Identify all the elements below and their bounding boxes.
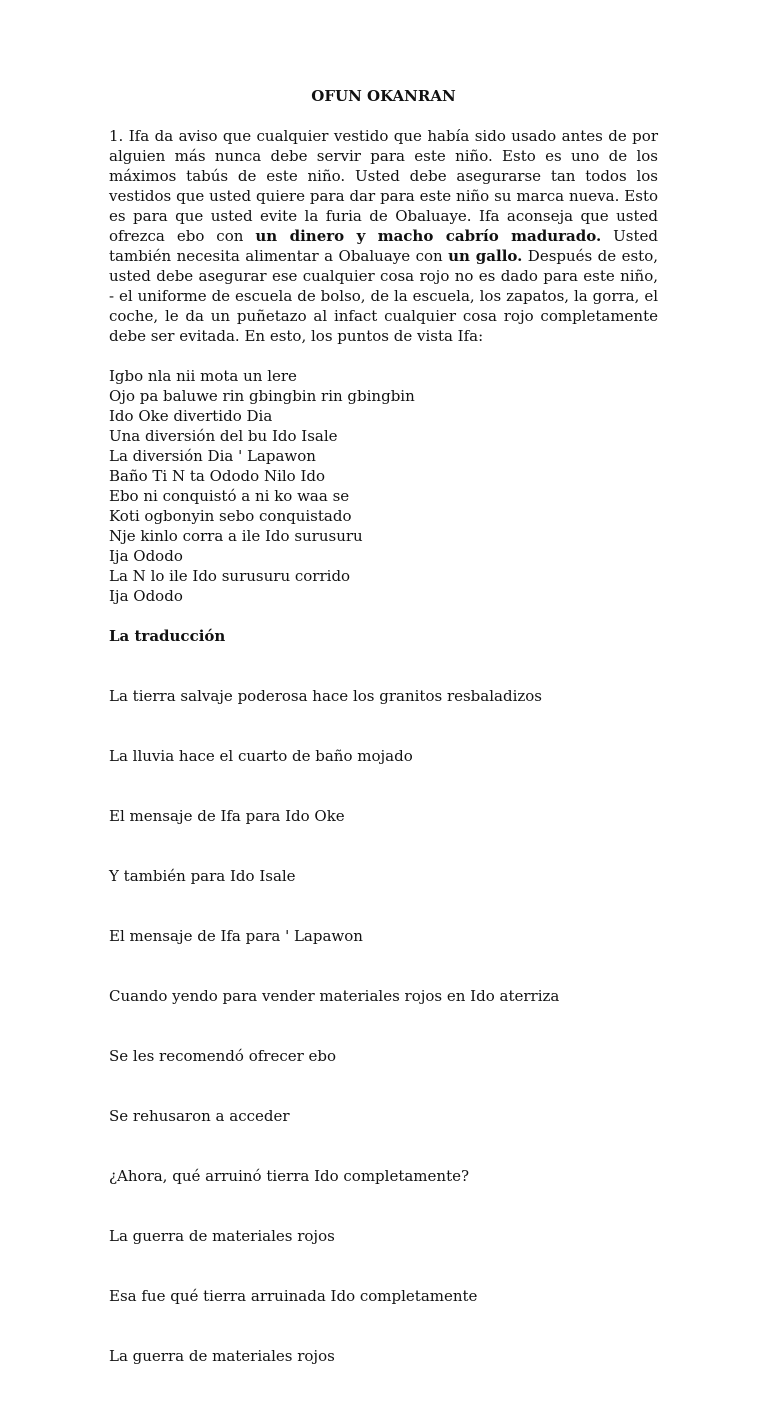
verse-line: La diversión Dia ' Lapawon — [109, 447, 316, 465]
translation-line: Esa fue qué tierra arruinada Ido completamente — [109, 1287, 478, 1305]
verse-block — [109, 366, 658, 606]
translation-line: Cuando yendo para vender materiales rojos en Ido aterriza — [109, 987, 560, 1005]
verse-line: Igbo nla nii mota un lere — [109, 367, 297, 385]
verse-line: Una diversión del bu Ido Isale — [109, 427, 338, 445]
translation-line: La tierra salvaje poderosa hace los granitos resbaladizos — [109, 687, 543, 705]
translation-line: La lluvia hace el cuarto de baño mojado — [109, 747, 413, 765]
intro-paragraph — [109, 126, 658, 346]
paragraph-segment: Usted también necesita alimentar a Obaluaye con — [109, 227, 658, 265]
paragraph-bold-segment: un gallo. — [448, 247, 523, 265]
translation-line: La guerra de materiales rojos — [109, 1227, 335, 1245]
paragraph-segment: 1. Ifa da aviso que cualquier vestido que había sido usado antes de por alguien más nunca debe servir para este niño. Esto es uno de los máximos tabús de este niño. Usted debe asegurarse tan todos los vestidos que usted quiere para dar para este niño su marca nueva. Esto es para que usted evite la furia de Obaluaye. Ifa aconseja que usted ofrezca ebo con — [109, 127, 658, 245]
document-title: OFUN OKANRAN — [311, 87, 456, 105]
verse-line: Baño Ti N ta Ododo Nilo Ido — [109, 467, 326, 485]
verse-line: Ija Ododo — [109, 587, 183, 605]
translation-line: Se rehusaron a acceder — [109, 1107, 290, 1125]
translation-block — [109, 646, 658, 1406]
verse-line: Ojo pa baluwe rin gbingbin rin gbingbin — [109, 387, 415, 405]
translation-line: La guerra de materiales rojos — [109, 1347, 335, 1365]
paragraph-bold-segment: un dinero y macho cabrío madurado. — [255, 227, 602, 245]
spacer — [109, 346, 658, 366]
translation-line: El mensaje de Ifa para ' Lapawon — [109, 927, 363, 945]
verse-line: Ido Oke divertido Dia — [109, 407, 273, 425]
spacer — [109, 606, 658, 626]
verse-line: Koti ogbonyin sebo conquistado — [109, 507, 352, 525]
verse-line: Ija Ododo — [109, 547, 183, 565]
translation-line: Y también para Ido Isale — [109, 867, 296, 885]
translation-heading: La traducción — [109, 627, 226, 645]
verse-line: Ebo ni conquistó a ni ko waa se — [109, 487, 350, 505]
verse-line: Nje kinlo corra a ile Ido surusuru — [109, 527, 363, 545]
document-page — [109, 86, 658, 1406]
translation-line: Se les recomendó ofrecer ebo — [109, 1047, 337, 1065]
translation-line: El mensaje de Ifa para Ido Oke — [109, 807, 345, 825]
translation-line: ¿Ahora, qué arruinó tierra Ido completamente? — [109, 1167, 470, 1185]
paragraph-segment: Después de esto, usted debe asegurar ese cualquier cosa rojo no es dado para este niño, - el uniforme de escuela de bolso, de la escuela, los zapatos, la gorra, el coche, le da un puñetazo al infact cualquier cosa rojo completamente debe ser evitada. En esto, los puntos de vista Ifa: — [109, 247, 658, 345]
verse-line: La N lo ile Ido surusuru corrido — [109, 567, 351, 585]
